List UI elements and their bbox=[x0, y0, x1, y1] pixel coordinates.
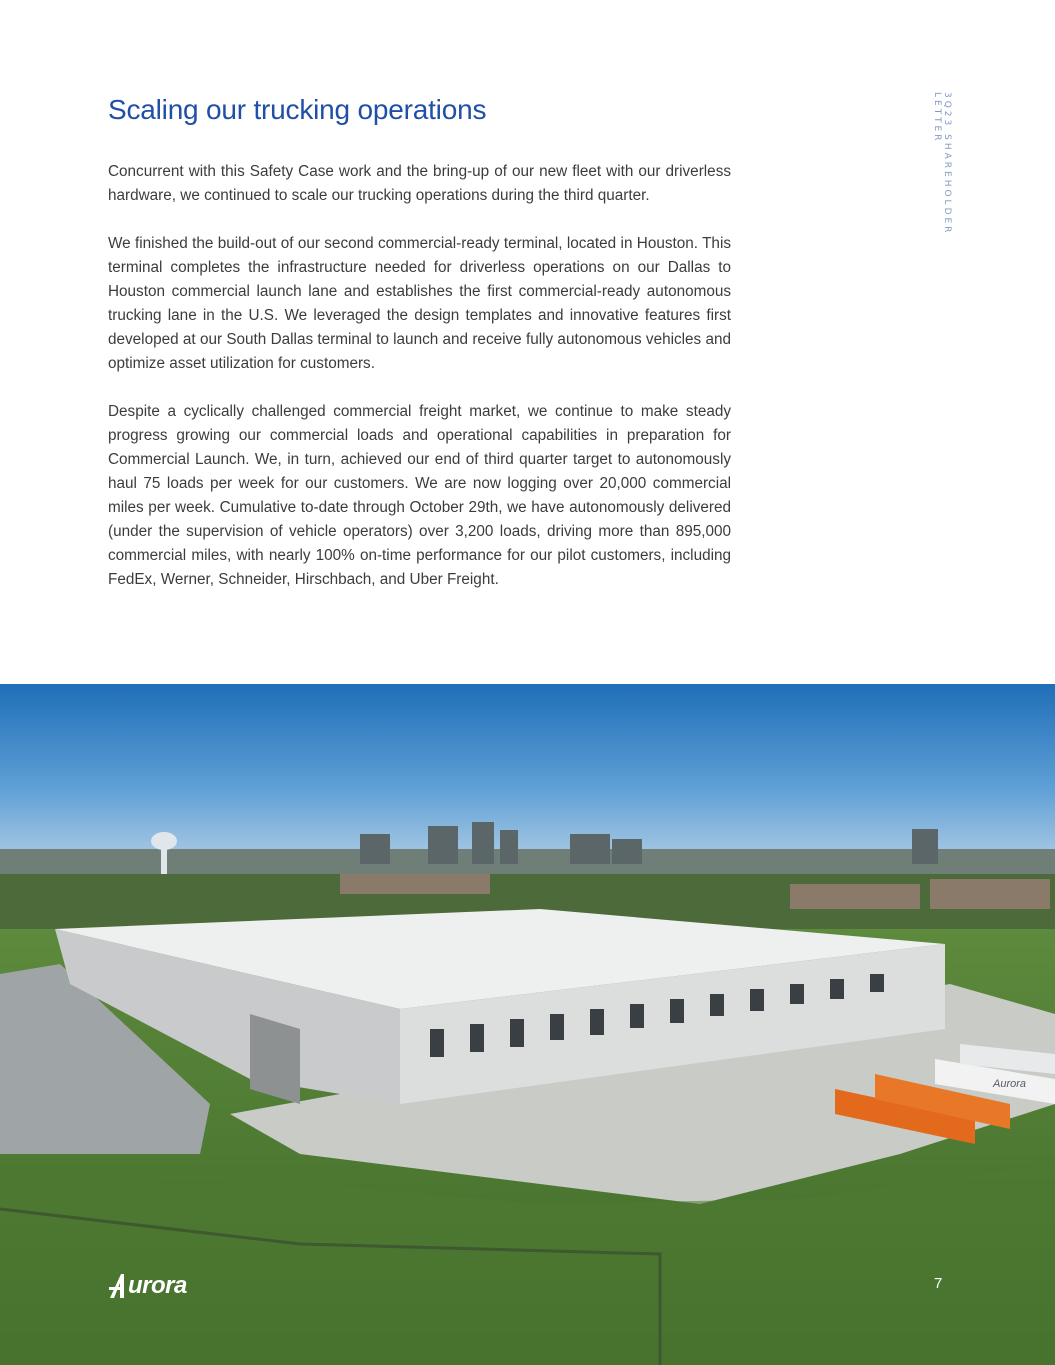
terminal-aerial-photo bbox=[0, 684, 1055, 1365]
sky bbox=[0, 684, 1055, 859]
paragraph-3: Despite a cyclically challenged commercial freight market, we continue to make steady progress growing our commercial loads and operational capabilities in preparation for Commercial Launch. We, in turn, achieved our end of third quarter target to autonomously haul 75 loads per week for our customers. We are now logging over 20,000 commercial miles per week. Cumulative to-date through October 29th, we have autonomously delivered (under the supervision of vehicle operators) over 3,200 loads, driving more than 895,000 commercial miles, with nearly 100% on-time performance for our pilot customers, including FedEx, Werner, Schneider, Hirschbach, and Uber Freight. bbox=[108, 403, 731, 588]
paragraph-1: Concurrent with this Safety Case work and the bring-up of our new fleet with our driverless hardware, we continued to scale our trucking operations during the third quarter. bbox=[108, 163, 731, 204]
trailer-brand: Aurora bbox=[993, 1078, 1027, 1090]
body-text bbox=[108, 160, 731, 616]
warehouse-entrance bbox=[250, 1014, 300, 1104]
paragraph-2: We finished the build-out of our second commercial-ready terminal, located in Houston. This terminal completes the infrastructure needed for driverless operations on our Dallas to Houston commercial launch lane and establishes the first commercial-ready autonomous trucking lane in the U.S. We leveraged the design templates and innovative features first developed at our South Dallas terminal to launch and receive fully autonomous vehicles and optimize asset utilization for customers. bbox=[108, 235, 731, 372]
page-title: Scaling our trucking operations bbox=[108, 94, 487, 125]
side-label: 3Q23 SHAREHOLDER LETTER bbox=[932, 92, 952, 236]
aurora-logo bbox=[109, 1272, 187, 1300]
aurora-a-icon bbox=[109, 1273, 127, 1299]
logo-text: urora bbox=[128, 1272, 187, 1299]
page-number: 7 bbox=[934, 1275, 943, 1292]
